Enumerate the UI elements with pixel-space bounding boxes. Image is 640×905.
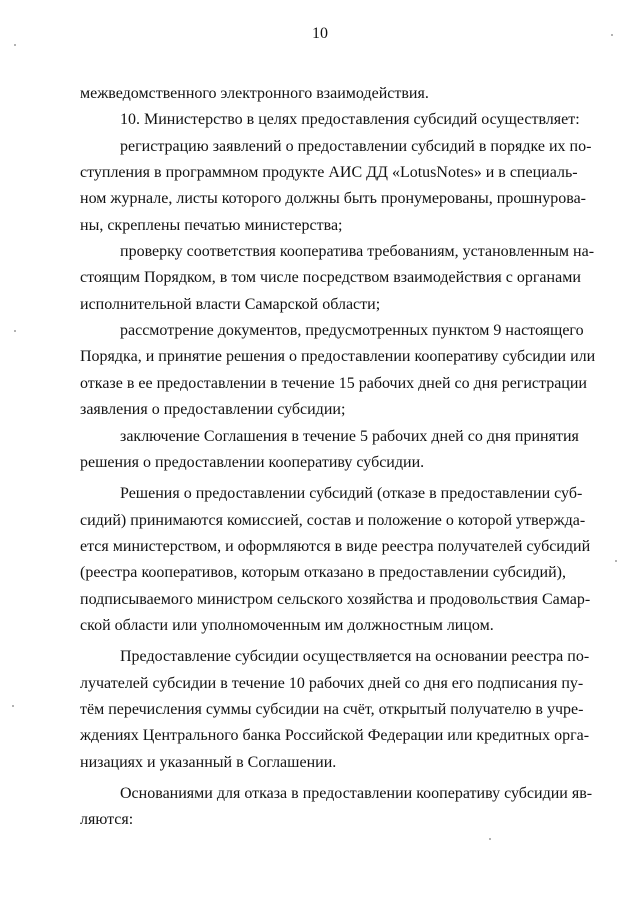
scan-speck — [12, 705, 14, 707]
scan-speck — [615, 560, 617, 562]
text-line: заключение Соглашения в течение 5 рабочих дней со дня принятия — [120, 428, 579, 445]
scan-speck — [14, 330, 16, 332]
text-line: исполнительной власти Самарской области; — [80, 296, 381, 313]
text-line: решения о предоставлении кооперативу субсидии. — [80, 454, 425, 471]
text-line: межведомственного электронного взаимодействия. — [80, 85, 429, 102]
text-line: проверку соответствия кооператива требованиям, установленным на- — [120, 243, 595, 260]
text-line: (реестра кооперативов, которым отказано в предоставлении субсидий), — [80, 564, 566, 581]
text-line: Предоставление субсидии осуществляется на основании реестра по- — [120, 648, 590, 665]
text-line: ступления в программном продукте АИС ДД «LotusNotes» и в специаль- — [80, 164, 578, 181]
text-line: отказе в ее предоставлении в течение 15 рабочих дней со дня регистрации — [80, 375, 587, 392]
text-line: ждениях Центрального банка Российской Федерации или кредитных орга- — [80, 727, 590, 744]
text-line: Порядка, и принятие решения о предоставлении кооперативу субсидии или — [80, 348, 596, 365]
text-line: ется министерством, и оформляются в виде реестра получателей субсидий — [80, 538, 591, 555]
text-line: Основаниями для отказа в предоставлении кооперативу субсидии яв- — [120, 785, 593, 802]
text-line: заявления о предоставлении субсидии; — [80, 401, 346, 418]
scan-speck — [611, 34, 613, 36]
text-line: регистрацию заявлений о предоставлении субсидий в порядке их по- — [120, 138, 592, 155]
text-line: Решения о предоставлении субсидий (отказе в предоставлении суб- — [120, 485, 583, 502]
text-line: подписываемого министром сельского хозяйства и продовольствия Самар- — [80, 591, 591, 608]
text-line: сидий) принимаются комиссией, состав и положение о которой утвержда- — [80, 512, 586, 529]
scan-speck — [14, 44, 16, 46]
text-line: ны, скреплены печатью министерства; — [80, 217, 343, 234]
text-line: тём перечисления суммы субсидии на счёт, открытый получателю в учре- — [80, 701, 584, 718]
scan-speck — [489, 838, 491, 840]
text-line: ном журнале, листы которого должны быть пронумерованы, прошнурова- — [80, 190, 586, 207]
text-line: ской области или уполномоченным им должностным лицом. — [80, 617, 494, 634]
text-line: низациях и указанный в Соглашении. — [80, 754, 337, 771]
text-line: рассмотрение документов, предусмотренных пунктом 9 настоящего — [120, 322, 584, 339]
text-line: ляются: — [80, 811, 134, 828]
text-line: лучателей субсидии в течение 10 рабочих дней со дня его подписания пу- — [80, 675, 584, 692]
page-number: 10 — [312, 25, 328, 42]
text-line: 10. Министерство в целях предоставления субсидий осуществляет: — [120, 111, 580, 128]
text-line: стоящим Порядком, в том числе посредством взаимодействия с органами — [80, 269, 581, 286]
